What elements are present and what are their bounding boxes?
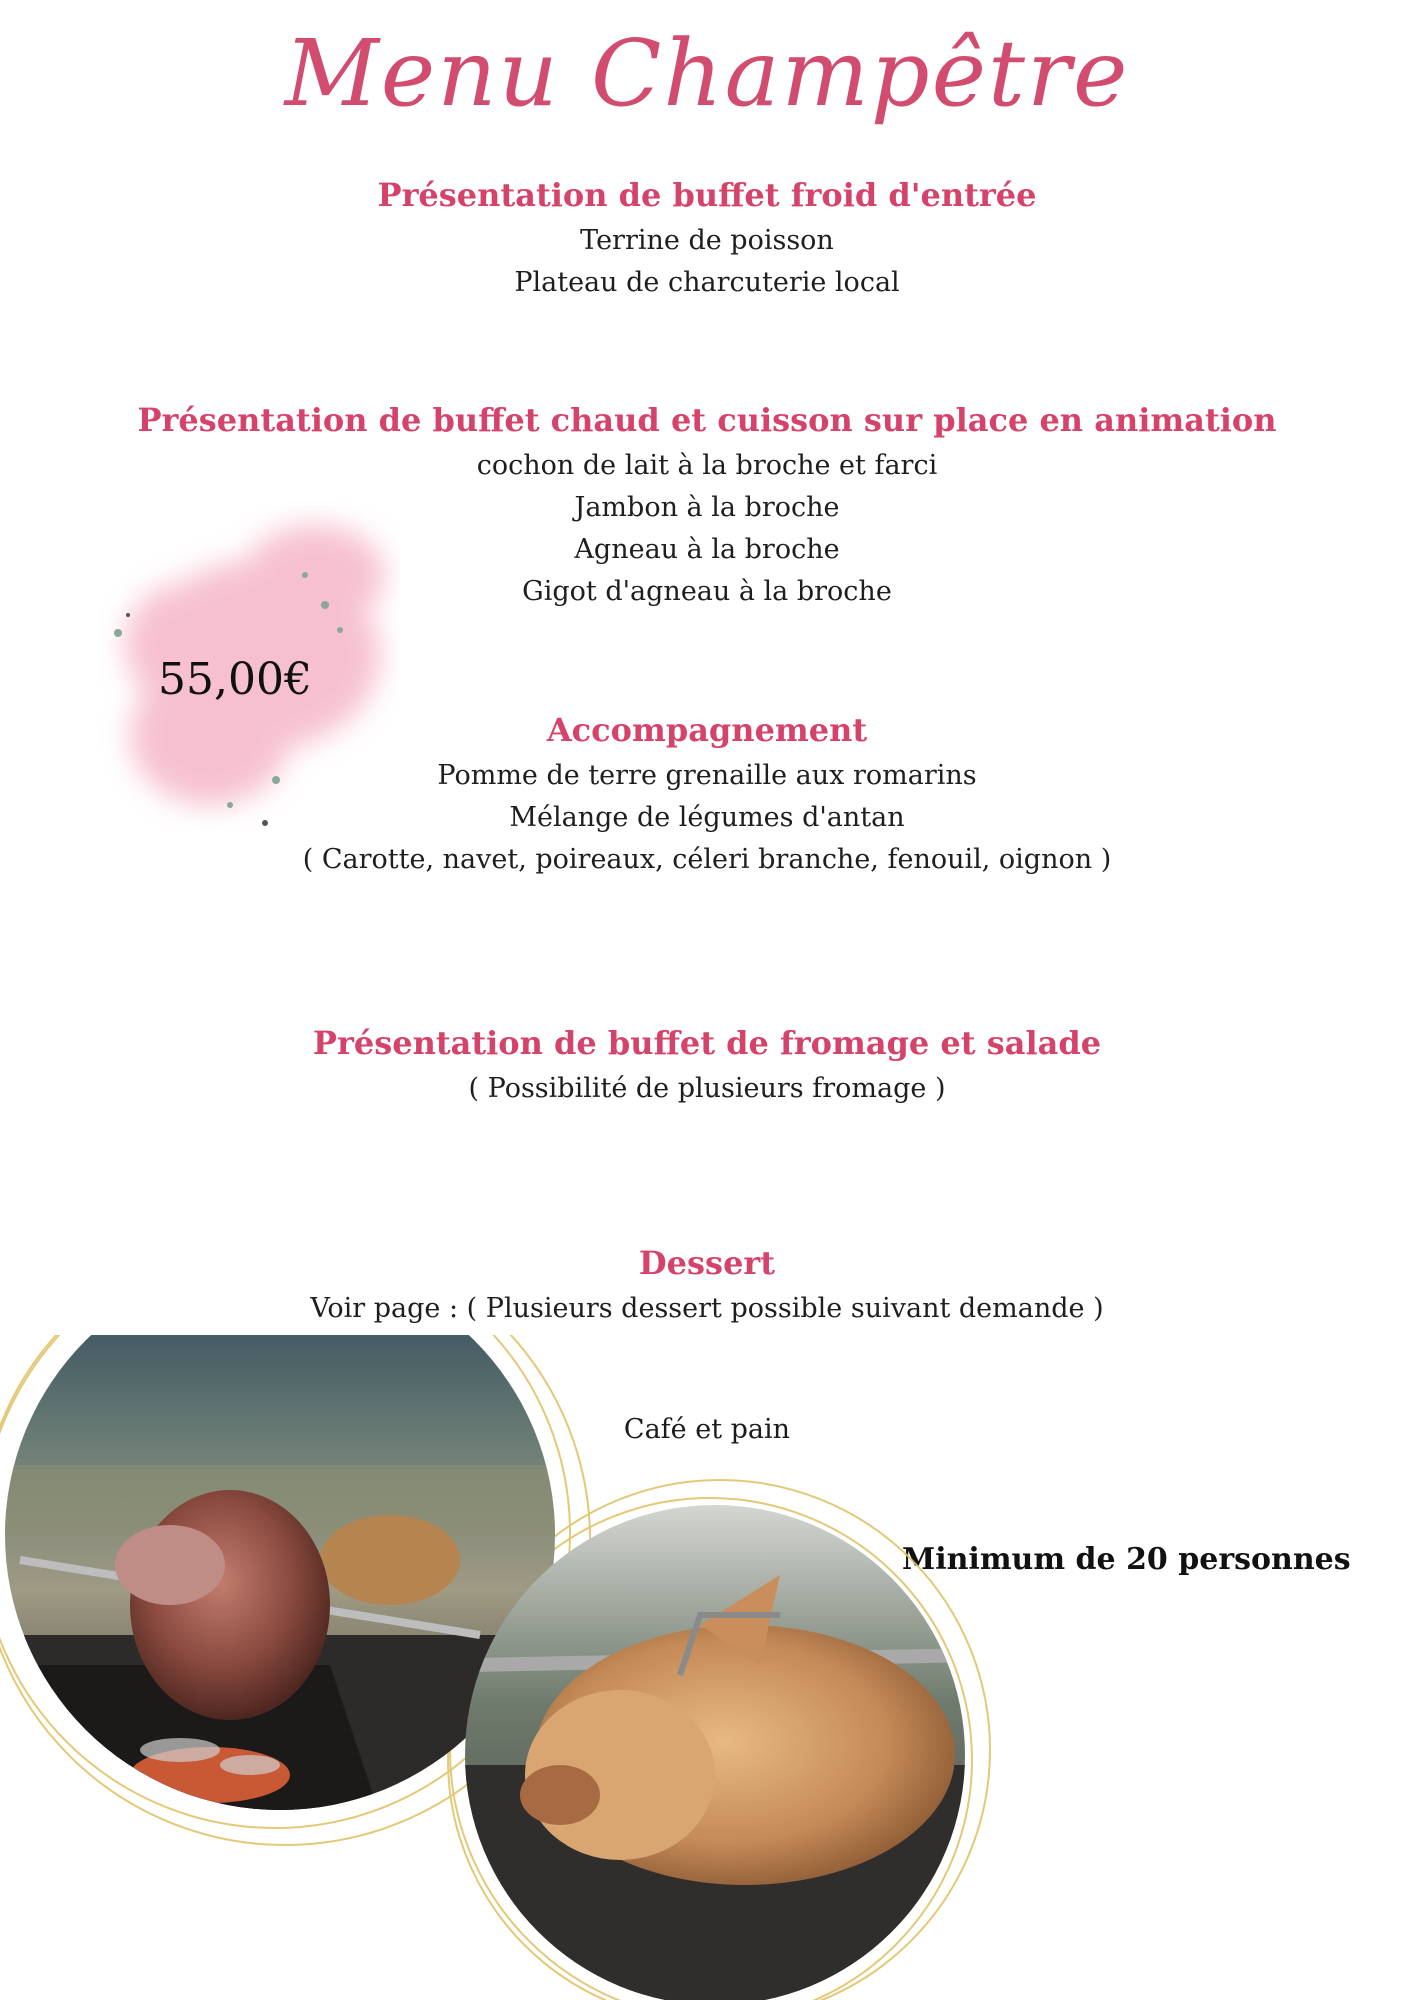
section-fromage: [0, 1018, 1414, 1110]
menu-item: ( Carotte, navet, poireaux, céleri branche, fenouil, oignon ): [302, 844, 1112, 875]
menu-item: Mélange de légumes d'antan: [509, 802, 905, 833]
menu-item: Pomme de terre grenaille aux romarins: [437, 760, 977, 791]
menu-item: Plateau de charcuterie local: [514, 267, 900, 298]
menu-item: ( Possibilité de plusieurs fromage ): [468, 1073, 946, 1104]
food-photos: [0, 1335, 1010, 2000]
section-buffet-froid: [0, 170, 1414, 304]
section-heading: Présentation de buffet de fromage et salade: [312, 1024, 1102, 1062]
menu-item: Terrine de poisson: [580, 225, 834, 256]
menu-item: Gigot d'agneau à la broche: [522, 576, 892, 607]
menu-title: Menu Champêtre: [284, 20, 1130, 127]
section-heading: Dessert: [638, 1244, 776, 1282]
section-heading: Présentation de buffet froid d'entrée: [377, 176, 1037, 214]
price: 55,00€: [158, 654, 312, 705]
section-heading: Présentation de buffet chaud et cuisson sur place en animation: [137, 401, 1277, 439]
menu-item: Agneau à la broche: [574, 534, 840, 565]
section-heading: Accompagnement: [546, 711, 868, 749]
menu-item: Jambon à la broche: [574, 492, 840, 523]
section-dessert: [0, 1238, 1414, 1330]
cafe-text: Café et pain: [623, 1414, 791, 1445]
menu-item: cochon de lait à la broche et farci: [476, 450, 938, 481]
menu-item: Voir page : ( Plusieurs dessert possible suivant demande ): [310, 1293, 1104, 1324]
minimum-guests: Minimum de 20 personnes: [902, 1542, 1351, 1577]
